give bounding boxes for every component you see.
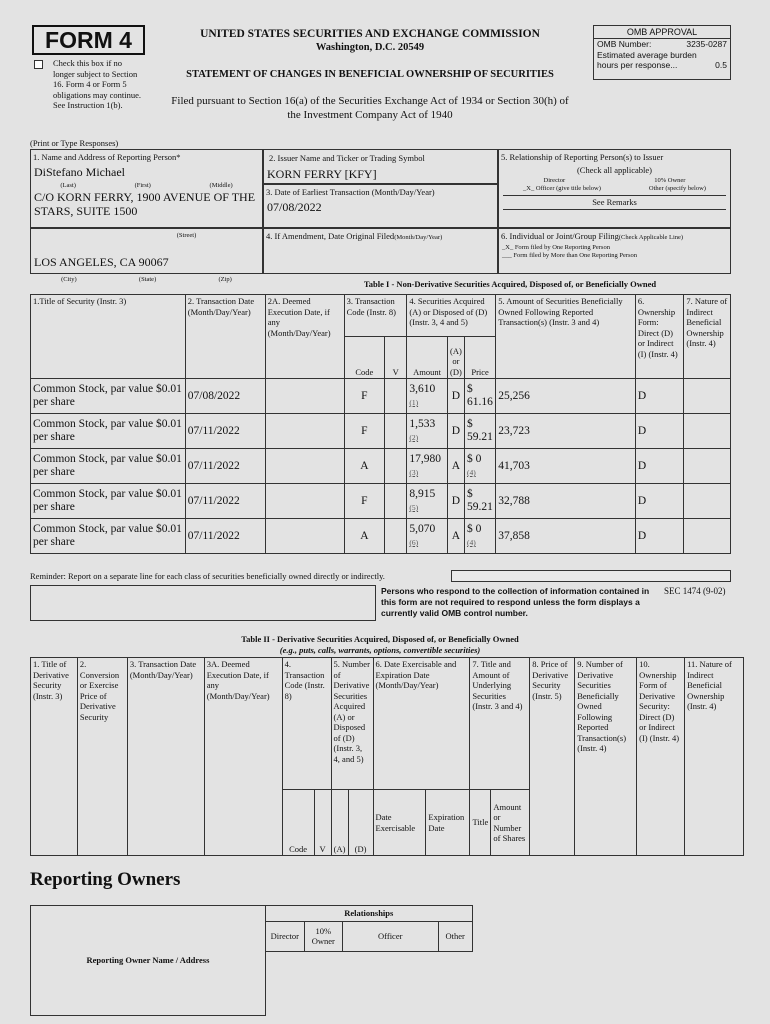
earliest-date-value: 07/08/2022 — [267, 199, 322, 214]
relationship-label: 5. Relationship of Reporting Person(s) to Issuer — [501, 152, 664, 162]
t2-h3: 3. Transaction Date (Month/Day/Year) — [127, 658, 204, 856]
reporting-person-name: DiStefano Michael — [34, 164, 125, 179]
row-v — [385, 449, 407, 484]
table2 — [30, 657, 744, 856]
table2-title: Table II - Derivative Securities Acquired, Disposed of, or Beneficially Owned — [241, 634, 519, 644]
row-owned: 37,858 — [496, 519, 636, 554]
issuer-label: 2. Issuer Name and Ticker or Trading Symbol — [269, 153, 425, 163]
reporting-street-box — [30, 228, 263, 274]
middle-label: (Middle) — [209, 181, 233, 189]
t2-h10: 10. Ownership Form of Derivative Security: Direct (D) or Indirect (I) (Instr. 4) — [637, 658, 685, 856]
t2-h7: 7. Title and Amount of Underlying Securities (Instr. 3 and 4) — [470, 658, 530, 790]
t2-h1: 1. Title of Derivative Security (Instr. 3) — [31, 658, 78, 856]
rel-other: Other (specify below) — [648, 185, 706, 192]
owners-officer: Officer — [342, 921, 438, 951]
t1-h-deemed: 2A. Deemed Execution Date, if any (Month/Day/Year) — [265, 295, 344, 379]
filing-box — [498, 228, 731, 274]
reporting-owners-heading: Reporting Owners — [30, 869, 181, 890]
relationship-box — [498, 149, 731, 228]
row-price-footnote[interactable]: (4) — [466, 538, 476, 547]
amendment-label: 4. If Amendment, Date Original Filed — [266, 231, 395, 241]
t2-h6: 6. Date Exercisable and Expiration Date (Month/Day/Year) — [373, 658, 470, 790]
issuer-value: KORN FERRY [KFY] — [267, 166, 377, 181]
t1-h-nature: 7. Nature of Indirect Beneficial Ownership (Instr. 4) — [684, 295, 731, 379]
t1-sub-amount: Amount — [407, 337, 447, 379]
row-deemed-date — [265, 379, 344, 414]
row-ad: A — [447, 519, 464, 554]
reporting-owners-table — [30, 905, 744, 1016]
row-form: D — [635, 519, 684, 554]
reporting-person-asterisk: * — [176, 152, 181, 162]
omb-approval-box — [593, 25, 731, 80]
state-label: (State) — [138, 276, 157, 283]
row-transaction-date: 07/11/2022 — [185, 414, 265, 449]
row-amount-footnote[interactable]: (6) — [409, 538, 419, 547]
table-row — [31, 379, 731, 414]
row-v — [385, 519, 407, 554]
t1-h-code: 3. Transaction Code (Instr. 8) — [344, 295, 407, 337]
row-code: A — [344, 449, 384, 484]
relationships-header: Relationships — [265, 906, 472, 922]
first-label: (First) — [134, 181, 151, 189]
sec-code: SEC 1474 (9-02) — [664, 586, 726, 596]
statement-title: STATEMENT OF CHANGES IN BENEFICIAL OWNERSHIP OF SECURITIES — [186, 69, 554, 80]
filed-pursuant-line2: the Investment Company Act of 1940 — [287, 109, 453, 121]
form-title: FORM 4 — [32, 25, 145, 55]
notice-blank-box — [30, 585, 376, 621]
owners-director: Director — [265, 921, 304, 951]
rel-director: Director — [543, 177, 566, 184]
t2-h4: 4. Transaction Code (Instr. 8) — [282, 658, 331, 790]
row-owned: 32,788 — [496, 484, 636, 519]
no-longer-subject-checkbox[interactable] — [34, 60, 43, 69]
street-label: (Street) — [176, 232, 197, 239]
row-price: $ 59.21 — [466, 488, 493, 513]
row-price-footnote[interactable]: (4) — [466, 468, 476, 477]
row-security-title: Common Stock, par value $0.01 per share — [31, 414, 186, 449]
row-nature — [684, 484, 731, 519]
t1-h-securities: 4. Securities Acquired (A) or Disposed of (D) (Instr. 3, 4 and 5) — [407, 295, 496, 337]
t2-sub-expiration: Expiration Date — [426, 790, 470, 856]
row-code: F — [344, 484, 384, 519]
t1-sub-code: Code — [344, 337, 384, 379]
omb-hours-label: hours per response... — [597, 60, 678, 70]
row-v — [385, 484, 407, 519]
table1-title: Table I - Non-Derivative Securities Acquired, Disposed of, or Beneficially Owned — [363, 279, 657, 289]
row-security-title: Common Stock, par value $0.01 per share — [31, 484, 186, 519]
reminder-text: Reminder: Report on a separate line for each class of securities beneficially owned directly or indirectly. — [30, 571, 385, 581]
row-form: D — [635, 414, 684, 449]
reporting-person-label: 1. Name and Address of Reporting Person — [33, 152, 177, 162]
filing-suffix: (Check Applicable Line) — [618, 234, 684, 241]
omb-burden-label: Estimated average burden — [597, 49, 697, 60]
row-amount-footnote[interactable]: (2) — [409, 433, 419, 442]
row-amount: 17,980 — [409, 453, 441, 465]
earliest-date-label: 3. Date of Earliest Transaction (Month/Day/Year) — [266, 187, 435, 197]
row-ad: D — [447, 379, 464, 414]
t2-h3a: 3A. Deemed Execution Date, if any (Month/Day/Year) — [204, 658, 282, 856]
row-v — [385, 379, 407, 414]
agency-name: UNITED STATES SECURITIES AND EXCHANGE COMMISSION — [200, 28, 540, 40]
last-label: (Last) — [60, 181, 76, 189]
reminder-box — [451, 570, 731, 582]
row-owned: 41,703 — [496, 449, 636, 484]
owners-ten-pct: 10% Owner — [304, 921, 342, 951]
row-price: $ 0 — [466, 453, 482, 465]
row-security-title: Common Stock, par value $0.01 per share — [31, 449, 186, 484]
t2-h11: 11. Nature of Indirect Beneficial Ownership (Instr. 4) — [685, 658, 744, 856]
row-owned: 25,256 — [496, 379, 636, 414]
rel-officer: _X_ Officer (give title below) — [523, 185, 601, 192]
row-security-title: Common Stock, par value $0.01 per share — [31, 379, 186, 414]
t1-sub-v: V — [385, 337, 407, 379]
row-ad: D — [447, 414, 464, 449]
table1 — [30, 294, 731, 554]
row-amount: 1,533 — [409, 418, 436, 430]
row-ad: D — [447, 484, 464, 519]
row-owned: 23,723 — [496, 414, 636, 449]
omb-hours-value: 0.5 — [715, 60, 727, 70]
row-form: D — [635, 449, 684, 484]
city-label: (City) — [61, 276, 77, 283]
t2-sub-date-exercisable: Date Exercisable — [373, 790, 426, 856]
row-code: F — [344, 414, 384, 449]
t1-h-title: 1.Title of Security (Instr. 3) — [31, 295, 186, 379]
reporting-address: C/O KORN FERRY, 1900 AVENUE OF THE STARS, SUITE 1500 — [34, 189, 256, 218]
omb-number-label: OMB Number: — [597, 39, 652, 49]
row-transaction-date: 07/11/2022 — [185, 484, 265, 519]
t2-sub-amount: Amount or Number of Shares — [491, 790, 530, 856]
table-row — [31, 484, 731, 519]
t2-sub-d: (D) — [348, 790, 373, 856]
earliest-date-box — [263, 184, 498, 228]
t2-h8: 8. Price of Derivative Security (Instr. 5) — [530, 658, 575, 856]
t2-h9: 9. Number of Derivative Securities Beneficially Owned Following Reported Transaction(s) (Instr. 4) — [575, 658, 637, 856]
print-type-note: (Print or Type Responses) — [30, 138, 119, 148]
row-code: A — [344, 519, 384, 554]
row-code: F — [344, 379, 384, 414]
zip-label: (Zip) — [218, 276, 232, 283]
row-amount-footnote[interactable]: (5) — [409, 503, 419, 512]
row-transaction-date: 07/08/2022 — [185, 379, 265, 414]
row-v — [385, 414, 407, 449]
t2-sub-v: V — [314, 790, 331, 856]
row-deemed-date — [265, 449, 344, 484]
t2-sub-title: Title — [470, 790, 491, 856]
amendment-box — [263, 228, 498, 274]
row-form: D — [635, 379, 684, 414]
row-transaction-date: 07/11/2022 — [185, 519, 265, 554]
filing-more: ___ Form filed by More than One Reporting Person — [502, 252, 638, 259]
row-form: D — [635, 484, 684, 519]
row-price: $ 59.21 — [466, 418, 493, 443]
row-ad: A — [447, 449, 464, 484]
relationship-check: (Check all applicable) — [576, 164, 653, 175]
table-row — [31, 449, 731, 484]
row-amount-footnote[interactable]: (3) — [409, 468, 419, 477]
row-amount: 8,915 — [409, 488, 436, 500]
row-amount-footnote[interactable]: (1) — [409, 398, 419, 407]
row-price: $ 61.16 — [466, 383, 493, 408]
omb-number-value: 3235-0287 — [686, 39, 727, 49]
row-amount: 3,610 — [409, 383, 436, 395]
t1-h-date: 2. Transaction Date (Month/Day/Year) — [185, 295, 265, 379]
filed-pursuant-line1: Filed pursuant to Section 16(a) of the Securities Exchange Act of 1934 or Section 30(h) of — [171, 95, 569, 107]
row-deemed-date — [265, 484, 344, 519]
filing-one: _X_ Form filed by One Reporting Person — [502, 244, 610, 251]
row-transaction-date: 07/11/2022 — [185, 449, 265, 484]
t1-sub-ad: (A) or (D) — [447, 337, 464, 379]
row-deemed-date — [265, 414, 344, 449]
row-price: $ 0 — [466, 523, 482, 535]
row-nature — [684, 519, 731, 554]
agency-location: Washington, D.C. 20549 — [315, 42, 425, 53]
reporting-person-box — [30, 149, 263, 228]
t2-h5: 5. Number of Derivative Securities Acquired (A) or Disposed of (D) (Instr. 3, 4, and 5) — [331, 658, 373, 790]
row-amount: 5,070 — [409, 523, 436, 535]
row-security-title: Common Stock, par value $0.01 per share — [31, 519, 186, 554]
row-deemed-date — [265, 519, 344, 554]
omb-title: OMB APPROVAL — [594, 26, 730, 39]
table2-subtitle: (e.g., puts, calls, warrants, options, convertible securities) — [279, 645, 481, 655]
t1-sub-price: Price — [464, 337, 495, 379]
rel-ten-pct: 10% Owner — [654, 177, 686, 184]
row-nature — [684, 449, 731, 484]
checkbox-text: Check this box if no longer subject to Section 16. Form 4 or Form 5 obligations may continue. See Instruction 1(b). — [53, 58, 142, 110]
row-nature — [684, 414, 731, 449]
table-row — [31, 414, 731, 449]
reporting-city-line: LOS ANGELES, CA 90067 — [34, 255, 169, 269]
owners-other: Other — [438, 921, 472, 951]
persons-notice: Persons who respond to the collection of information contained in this form are not required to respond unless the form displays a currently valid OMB control number. — [381, 586, 650, 618]
row-nature — [684, 379, 731, 414]
t1-h-form: 6. Ownership Form: Direct (D) or Indirect (I) (Instr. 4) — [635, 295, 684, 379]
rel-remarks: See Remarks — [503, 195, 726, 210]
owner-name-header: Reporting Owner Name / Address — [31, 906, 266, 1016]
filing-label: 6. Individual or Joint/Group Filing — [501, 231, 619, 241]
amendment-suffix: (Month/Day/Year) — [394, 234, 443, 241]
t1-h-amount: 5. Amount of Securities Beneficially Owned Following Reported Transaction(s) (Instr. 3 and 4) — [496, 295, 636, 379]
t2-sub-code: Code — [282, 790, 314, 856]
t2-sub-a: (A) — [331, 790, 348, 856]
issuer-box — [263, 149, 498, 184]
t2-h2: 2. Conversion or Exercise Price of Derivative Security — [77, 658, 127, 856]
table-row — [31, 519, 731, 554]
